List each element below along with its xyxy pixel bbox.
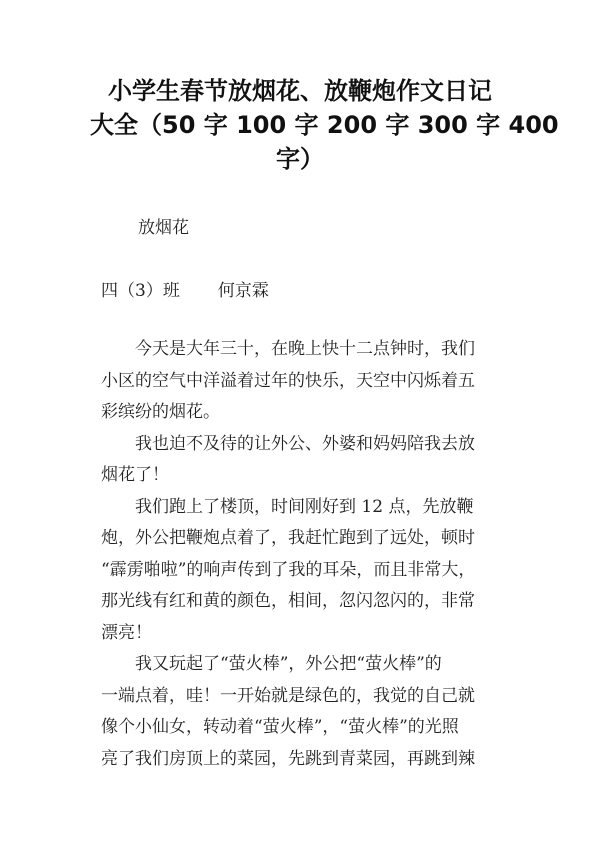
paragraph-line: 今天是大年三十，在晚上快十二点钟时，我们 xyxy=(135,339,475,359)
essay-body xyxy=(101,334,511,775)
title-line: 大全（50 字 100 字 200 字 300 字 400 xyxy=(90,111,559,139)
paragraph-line: “霹雳啪啦”的响声传到了我的耳朵，而且非常大， xyxy=(101,559,476,580)
paragraph-line: 我们跑上了楼顶，时间刚好到 12 点，先放鞭 xyxy=(135,496,474,517)
title-line: 小学生春节放烟花、放鞭炮作文日记 xyxy=(108,77,492,105)
paragraph-line: 像个小仙女，转动着“萤火棒”，“萤火棒”的光照 xyxy=(101,717,459,737)
paragraph-line: 我也迫不及待的让外公、外婆和妈妈陪我去放 xyxy=(135,433,475,454)
paragraph-line: 烟花了！ xyxy=(101,465,169,485)
author-name: 何京霖 xyxy=(217,281,269,301)
paragraph-line: 亮了我们房顶上的菜园，先跳到青菜园，再跳到辣 xyxy=(101,748,475,769)
document-title xyxy=(90,74,559,176)
paragraph-line: 我又玩起了“萤火棒”，外公把“萤火棒”的 xyxy=(135,654,442,674)
paragraph-line: 彩缤纷的烟花。 xyxy=(101,402,220,422)
paragraph-line: 那光线有红和黄的颜色，相间，忽闪忽闪的，非常 xyxy=(101,591,475,611)
author-class: 四（3）班 xyxy=(101,281,180,301)
essay-subtitle: 放烟花 xyxy=(138,218,189,238)
title-line: 字） xyxy=(276,145,324,173)
paragraph-line: 小区的空气中洋溢着过年的快乐，天空中闪烁着五 xyxy=(101,370,475,391)
author-line xyxy=(101,276,269,301)
paragraph-line: 一端点着，哇！一开始就是绿色的，我觉的自己就 xyxy=(101,685,475,706)
paragraph-line: 炮，外公把鞭炮点着了，我赶忙跑到了远处，顿时 xyxy=(101,528,475,548)
paragraph-line: 漂亮！ xyxy=(101,622,152,643)
